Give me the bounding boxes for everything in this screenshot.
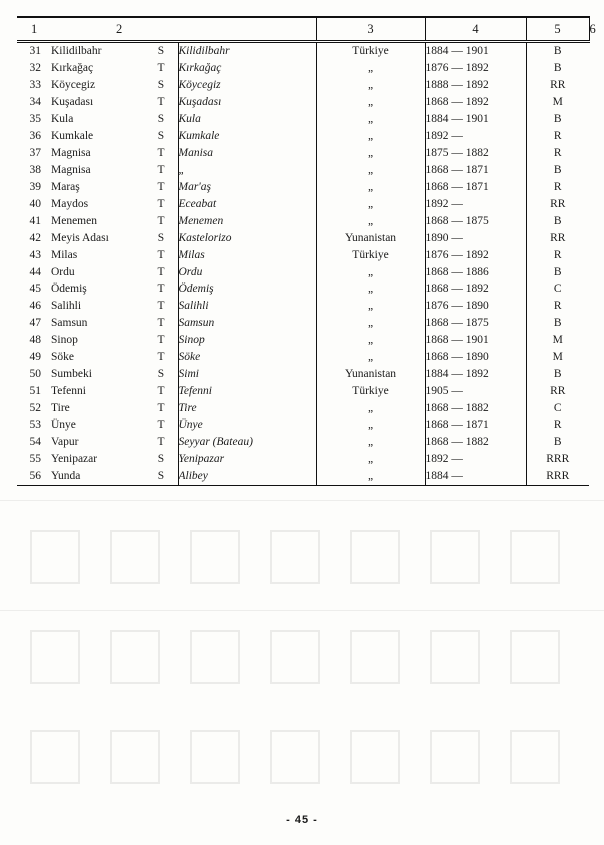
rarity-cell: RR <box>526 77 589 94</box>
years-cell: 1888 — 1892 <box>425 77 526 94</box>
original-name-cell <box>17 468 178 486</box>
rarity-cell: M <box>526 349 589 366</box>
rarity-cell: C <box>526 281 589 298</box>
original-name-cell <box>17 315 178 332</box>
ottoman-place-name: Magnisa <box>51 164 91 176</box>
rarity-cell: B <box>526 162 589 179</box>
row-number: 41 <box>29 215 41 227</box>
original-name-cell <box>17 332 178 349</box>
years-cell: 1884 — 1901 <box>425 42 526 61</box>
table-row <box>17 451 589 468</box>
row-number: 31 <box>29 45 41 57</box>
modern-place-name: Salihli <box>178 298 316 315</box>
row-number: 36 <box>29 130 41 142</box>
modern-place-name: Yenipazar <box>178 451 316 468</box>
modern-place-name: Alibey <box>178 468 316 486</box>
modern-place-name: Simi <box>178 366 316 383</box>
type-code: T <box>157 164 165 176</box>
row-number: 39 <box>29 181 41 193</box>
country-cell: „ <box>316 145 425 162</box>
country-cell: „ <box>316 468 425 486</box>
years-cell: 1876 — 1892 <box>425 247 526 264</box>
rarity-cell: RR <box>526 196 589 213</box>
rarity-cell: B <box>526 213 589 230</box>
ottoman-place-name: Sumbeki <box>51 368 92 380</box>
type-code: S <box>157 45 165 57</box>
original-name-cell <box>17 383 178 400</box>
type-code: S <box>157 79 165 91</box>
row-number: 37 <box>29 147 41 159</box>
modern-place-name: Kula <box>178 111 316 128</box>
table-row <box>17 281 589 298</box>
country-cell: „ <box>316 213 425 230</box>
years-cell: 1876 — 1890 <box>425 298 526 315</box>
original-name-cell <box>17 366 178 383</box>
type-code: T <box>157 249 165 261</box>
type-code: S <box>157 470 165 482</box>
country-cell: „ <box>316 111 425 128</box>
original-name-cell <box>17 179 178 196</box>
country-cell: Türkiye <box>316 42 425 61</box>
years-cell: 1884 — 1892 <box>425 366 526 383</box>
country-cell: „ <box>316 315 425 332</box>
years-cell: 1868 — 1875 <box>425 315 526 332</box>
type-code: S <box>157 453 165 465</box>
type-code: S <box>157 113 165 125</box>
country-cell: „ <box>316 196 425 213</box>
rarity-cell: R <box>526 128 589 145</box>
modern-place-name: Kuşadası <box>178 94 316 111</box>
table-row <box>17 264 589 281</box>
column-header: 2 <box>116 17 254 42</box>
original-name-cell <box>17 60 178 77</box>
years-cell: 1868 — 1890 <box>425 349 526 366</box>
row-number: 55 <box>29 453 41 465</box>
type-code: S <box>157 232 165 244</box>
type-code: T <box>157 385 165 397</box>
country-cell: Türkiye <box>316 383 425 400</box>
ottoman-place-name: Kilidilbahr <box>51 45 102 57</box>
ottoman-place-name: Magnisa <box>51 147 91 159</box>
original-name-cell <box>17 111 178 128</box>
type-code: T <box>157 334 165 346</box>
rarity-cell: B <box>526 60 589 77</box>
row-number: 56 <box>29 470 41 482</box>
modern-place-name: Kastelorizo <box>178 230 316 247</box>
modern-place-name: „ <box>178 162 316 179</box>
ottoman-place-name: Menemen <box>51 215 97 227</box>
years-cell: 1868 — 1882 <box>425 400 526 417</box>
table-row <box>17 213 589 230</box>
modern-place-name: Manisa <box>178 145 316 162</box>
country-cell: „ <box>316 77 425 94</box>
ottoman-place-name: Ödemiş <box>51 283 87 295</box>
ottoman-place-name: Sinop <box>51 334 78 346</box>
original-name-cell <box>17 349 178 366</box>
modern-place-name: Tire <box>178 400 316 417</box>
years-cell: 1884 — <box>425 468 526 486</box>
original-name-cell <box>17 213 178 230</box>
years-cell: 1868 — 1875 <box>425 213 526 230</box>
ottoman-place-name: Yenipazar <box>51 453 98 465</box>
type-code: S <box>157 130 165 142</box>
years-cell: 1868 — 1892 <box>425 281 526 298</box>
type-code: S <box>157 368 165 380</box>
row-number: 34 <box>29 96 41 108</box>
row-number: 38 <box>29 164 41 176</box>
modern-place-name: Ünye <box>178 417 316 434</box>
row-number: 42 <box>29 232 41 244</box>
ottoman-place-name: Meyis Adası <box>51 232 109 244</box>
type-code: T <box>157 266 165 278</box>
type-code: T <box>157 402 165 414</box>
original-name-cell <box>17 128 178 145</box>
ottoman-place-name: Yunda <box>51 470 81 482</box>
rarity-cell: B <box>526 42 589 61</box>
country-cell: Yunanistan <box>316 230 425 247</box>
table-row <box>17 400 589 417</box>
row-number: 46 <box>29 300 41 312</box>
table-row <box>17 417 589 434</box>
original-name-cell <box>17 281 178 298</box>
original-name-cell <box>17 400 178 417</box>
column-header: 5 <box>526 17 589 42</box>
country-cell: „ <box>316 162 425 179</box>
years-cell: 1868 — 1871 <box>425 179 526 196</box>
type-code: T <box>157 351 165 363</box>
row-number: 40 <box>29 198 41 210</box>
type-code: T <box>157 436 165 448</box>
country-cell: „ <box>316 349 425 366</box>
table-row <box>17 179 589 196</box>
page-number: - 45 - <box>286 814 318 826</box>
years-cell: 1868 — 1886 <box>425 264 526 281</box>
years-cell: 1892 — <box>425 451 526 468</box>
row-number: 47 <box>29 317 41 329</box>
country-cell: „ <box>316 332 425 349</box>
type-code: T <box>157 300 165 312</box>
row-number: 44 <box>29 266 41 278</box>
original-name-cell <box>17 230 178 247</box>
country-cell: „ <box>316 281 425 298</box>
rarity-cell: R <box>526 247 589 264</box>
ottoman-place-name: Tire <box>51 402 70 414</box>
modern-place-name: Milas <box>178 247 316 264</box>
row-number: 52 <box>29 402 41 414</box>
years-cell: 1892 — <box>425 196 526 213</box>
original-name-cell <box>17 451 178 468</box>
table-row <box>17 298 589 315</box>
row-number: 50 <box>29 368 41 380</box>
country-cell: „ <box>316 451 425 468</box>
years-cell: 1884 — 1901 <box>425 111 526 128</box>
ottoman-place-name: Köycegiz <box>51 79 96 91</box>
ottoman-place-name: Ünye <box>51 419 76 431</box>
years-cell: 1868 — 1901 <box>425 332 526 349</box>
rarity-cell: B <box>526 264 589 281</box>
bleed-through-stamp-images <box>0 500 604 820</box>
row-number: 45 <box>29 283 41 295</box>
modern-place-name: Samsun <box>178 315 316 332</box>
ottoman-place-name: Ordu <box>51 266 75 278</box>
table-row <box>17 94 589 111</box>
ottoman-place-name: Vapur <box>51 436 79 448</box>
modern-place-name: Eceabat <box>178 196 316 213</box>
table-row <box>17 162 589 179</box>
original-name-cell <box>17 94 178 111</box>
original-name-cell <box>17 434 178 451</box>
original-name-cell <box>17 417 178 434</box>
years-cell: 1868 — 1871 <box>425 162 526 179</box>
table-row <box>17 230 589 247</box>
years-cell: 1892 — <box>425 128 526 145</box>
row-number: 33 <box>29 79 41 91</box>
original-name-cell <box>17 162 178 179</box>
type-code: T <box>157 419 165 431</box>
table-row <box>17 332 589 349</box>
rarity-cell: M <box>526 94 589 111</box>
years-cell: 1905 — <box>425 383 526 400</box>
rarity-cell: RR <box>526 230 589 247</box>
modern-place-name: Sinop <box>178 332 316 349</box>
rarity-cell: R <box>526 179 589 196</box>
type-code: T <box>157 62 165 74</box>
row-number: 49 <box>29 351 41 363</box>
country-cell: Türkiye <box>316 247 425 264</box>
country-cell: Yunanistan <box>316 366 425 383</box>
row-number: 53 <box>29 419 41 431</box>
rarity-cell: RR <box>526 383 589 400</box>
type-code: T <box>157 181 165 193</box>
rarity-cell: B <box>526 366 589 383</box>
original-name-cell <box>17 42 178 61</box>
table-row <box>17 468 589 486</box>
modern-place-name: Tefenni <box>178 383 316 400</box>
years-cell: 1890 — <box>425 230 526 247</box>
table-row <box>17 60 589 77</box>
country-cell: „ <box>316 434 425 451</box>
ottoman-place-name: Samsun <box>51 317 88 329</box>
ottoman-place-name: Maraş <box>51 181 80 193</box>
modern-place-name: Mar'aş <box>178 179 316 196</box>
modern-place-name: Kırkağaç <box>178 60 316 77</box>
years-cell: 1868 — 1871 <box>425 417 526 434</box>
table-row <box>17 77 589 94</box>
ottoman-place-name: Kula <box>51 113 74 125</box>
table-row <box>17 128 589 145</box>
postmark-table <box>17 16 596 486</box>
rarity-cell: C <box>526 400 589 417</box>
ottoman-place-name: Tefenni <box>51 385 86 397</box>
modern-place-name: Köycegiz <box>178 77 316 94</box>
country-cell: „ <box>316 298 425 315</box>
table-row <box>17 383 589 400</box>
table-header-row: 1 2 3 4 5 6 <box>17 17 589 42</box>
row-number: 43 <box>29 249 41 261</box>
country-cell: „ <box>316 417 425 434</box>
country-cell: „ <box>316 400 425 417</box>
original-name-cell <box>17 247 178 264</box>
type-code: T <box>157 198 165 210</box>
original-name-cell <box>17 298 178 315</box>
table-row <box>17 434 589 451</box>
modern-place-name: Ödemiş <box>178 281 316 298</box>
type-code: T <box>157 96 165 108</box>
modern-place-name: Seyyar (Bateau) <box>178 434 316 451</box>
rarity-cell: RRR <box>526 468 589 486</box>
row-number: 32 <box>29 62 41 74</box>
country-cell: „ <box>316 128 425 145</box>
row-number: 48 <box>29 334 41 346</box>
table-row <box>17 145 589 162</box>
rarity-cell: B <box>526 434 589 451</box>
table-row <box>17 111 589 128</box>
original-name-cell <box>17 264 178 281</box>
rarity-cell: RRR <box>526 451 589 468</box>
modern-place-name: Kilidilbahr <box>178 42 316 61</box>
column-header: 4 <box>425 17 526 42</box>
modern-place-name: Söke <box>178 349 316 366</box>
ottoman-place-name: Milas <box>51 249 78 261</box>
rarity-cell: R <box>526 145 589 162</box>
row-number: 54 <box>29 436 41 448</box>
row-number: 51 <box>29 385 41 397</box>
modern-place-name: Ordu <box>178 264 316 281</box>
rarity-cell: B <box>526 111 589 128</box>
table-row <box>17 247 589 264</box>
table-row <box>17 349 589 366</box>
rarity-cell: R <box>526 417 589 434</box>
country-cell: „ <box>316 60 425 77</box>
row-number: 35 <box>29 113 41 125</box>
ottoman-place-name: Söke <box>51 351 74 363</box>
original-name-cell <box>17 196 178 213</box>
table-row <box>17 42 589 61</box>
ottoman-place-name: Maydos <box>51 198 89 210</box>
column-header: 3 <box>316 17 425 42</box>
rarity-cell: B <box>526 315 589 332</box>
rarity-cell: R <box>526 298 589 315</box>
table-row <box>17 196 589 213</box>
original-name-cell <box>17 145 178 162</box>
modern-place-name: Kumkale <box>178 128 316 145</box>
type-code: T <box>157 317 165 329</box>
ottoman-place-name: Salihli <box>51 300 82 312</box>
country-cell: „ <box>316 264 425 281</box>
table-row <box>17 315 589 332</box>
ottoman-place-name: Kumkale <box>51 130 94 142</box>
rarity-cell: M <box>526 332 589 349</box>
country-cell: „ <box>316 94 425 111</box>
modern-place-name: Menemen <box>178 213 316 230</box>
years-cell: 1876 — 1892 <box>425 60 526 77</box>
type-code: T <box>157 283 165 295</box>
ottoman-place-name: Kuşadası <box>51 96 94 108</box>
column-header: 1 <box>17 17 178 42</box>
years-cell: 1875 — 1882 <box>425 145 526 162</box>
country-cell: „ <box>316 179 425 196</box>
ottoman-place-name: Kırkağaç <box>51 62 94 74</box>
table-row <box>17 366 589 383</box>
years-cell: 1868 — 1892 <box>425 94 526 111</box>
type-code: T <box>157 147 165 159</box>
years-cell: 1868 — 1882 <box>425 434 526 451</box>
type-code: T <box>157 215 165 227</box>
original-name-cell <box>17 77 178 94</box>
